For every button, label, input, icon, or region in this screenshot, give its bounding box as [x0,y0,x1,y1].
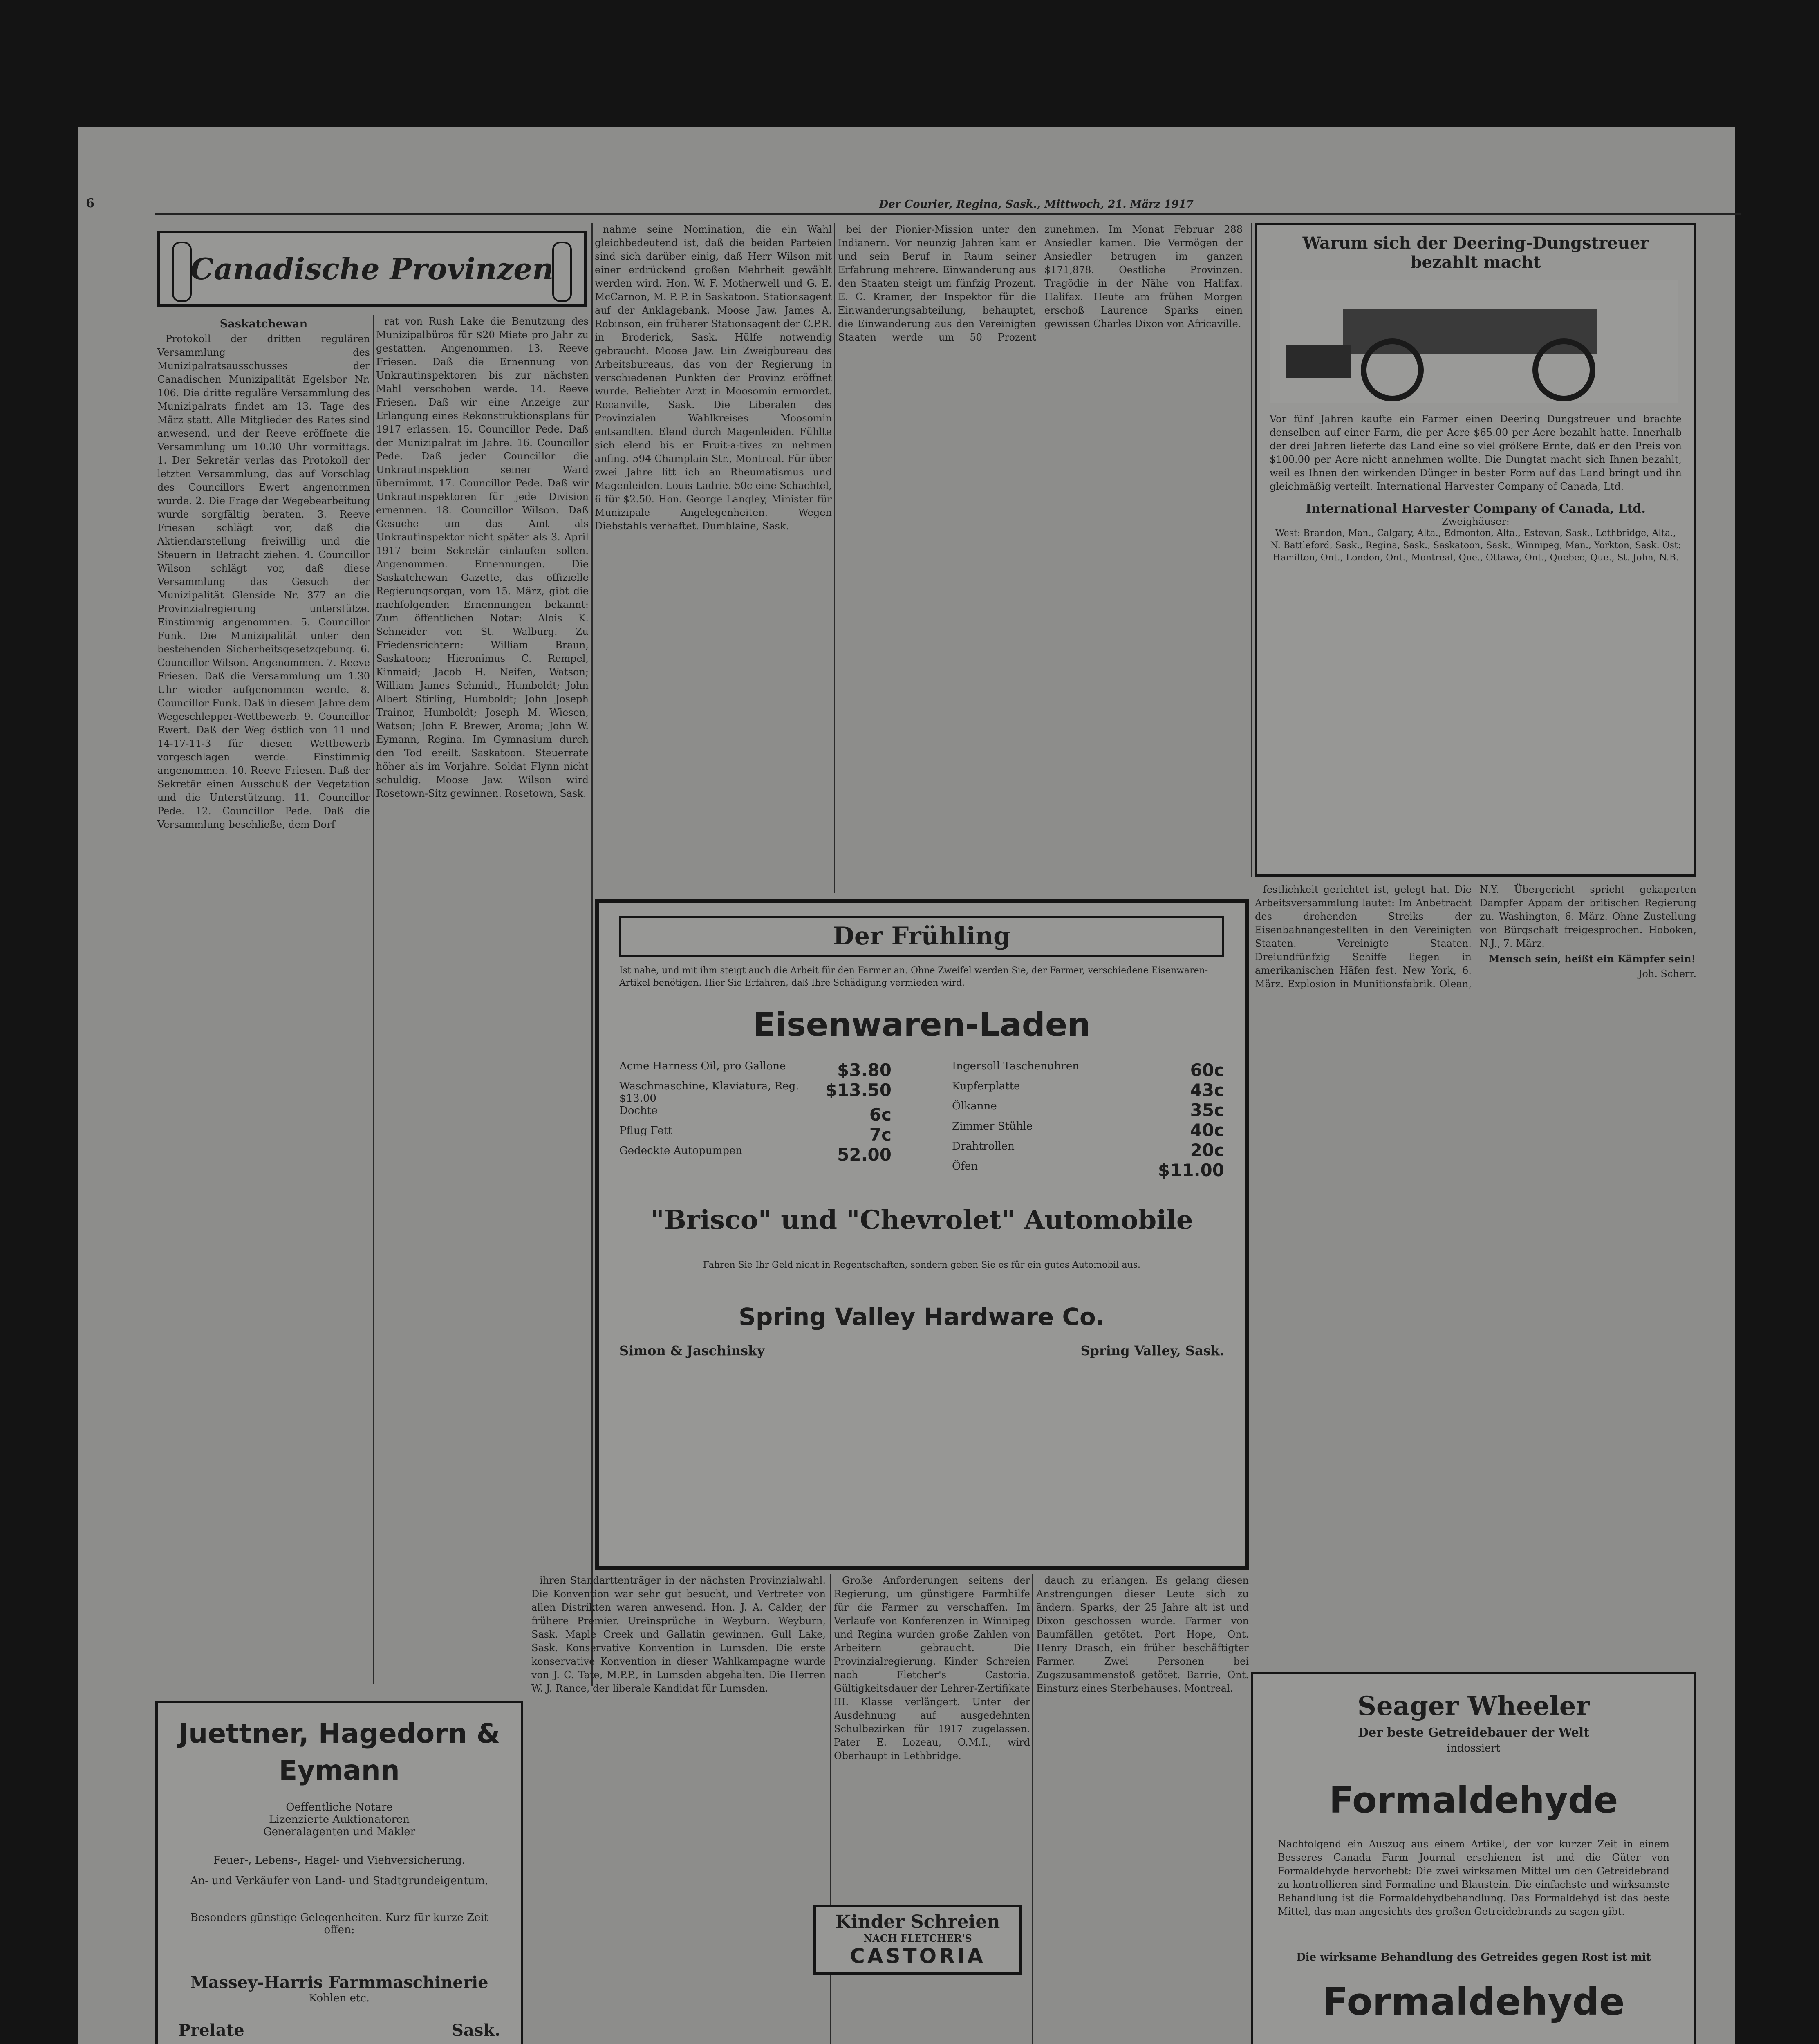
price-list-left [619,1060,892,1180]
item-label: Pflug Fett [619,1125,672,1137]
item-label: Dochte [619,1105,658,1117]
price-row [952,1140,1224,1160]
place-right: Sask. [452,2021,500,2040]
juettner-line: Feuer-, Lebens-, Hagel- und Viehversicherung. [213,1854,466,1867]
seager-line3: indossiert [1447,1742,1501,1755]
price-row [952,1100,1224,1120]
castoria-line2: NACH FLETCHER'S [863,1932,972,1944]
seager-body: Nachfolgend ein Auszug aus einem Artikel, der vor kurzer Zeit in einem Besseres Canada Farm Journal erschienen ist und die Güter von Formaldehyde hervorhebt: Die zwei wirksamen Mittel um den Getreidebrand zu kontrollieren sind Formaline und Blaustein. Die einfachste und wirksamste Behandlung ist die Formaldehydbehandlung. Das Formaldehyd ist das beste Mittel, das man angesichts des großen Getreidebrands zu sagen gibt. [1278,1838,1669,1917]
schemer-quote: Mensch sein, heißt ein Kämpfer sein! [1488,953,1696,965]
column-divider [834,223,835,893]
lower-column-3-text: ihren Standarttenträger in der nächsten Provinzialwahl. Die Konvention war sehr gut besucht, und Vertreter von allen Distrikten waren anwesend. Hon. J. A. Calder, der frühere Premier. Ureinsprüche in Weyburn. Weyburn, Sask. Maple Creek und Gallatin gewinnen. Gull Lake, Sask. Konservative Konvention in Lumsden. Die erste konservative Konvention in dieser Wahlkampagne wurde von J. C. Tate, M.P.P., in Lumsden abgehalten. Die Herren W. J. Rance, der liberale Kandidat für Lumsden. [531,1575,826,1694]
fruehling-store: Eisenwaren-Laden [753,1006,1091,1044]
column-divider [373,315,374,1684]
manure-spreader-illustration [1270,280,1678,403]
column-3-text: nahme seine Nomination, die ein Wahl gleichbedeutend ist, daß die beiden Parteien sind sich darüber einig, daß Herr Wilson mit einer erdrückend großen Mehrheit gewählt werden wird. Hon. W. F. Motherwell und G. E. McCarnon, M. P. P. in Saskatoon. Stationsagent auf der Anklagebank. Moose Jaw. James A. Robinson, ein früherer Stationsagent der C.P.R. in Broderick, Sask. Hülfe notwendig gebraucht. Moose Jaw. Ein Zweigbureau des Arbeitsbureaus, das von der Regierung in verschiedenen Punkten der Provinz eröffnet wurde. Beliebter Arzt in Moosomin ermordet. Rocanville, Sask. Die Liberalen des Provinzialen Wahlkreises Moosomin entsandten. Elend durch Magenleiden. Fühlte sich elend bis er Fruit-a-tives zu nehmen anfing. 594 Champlain Str., Montreal. Für über zwei Jahre litt ich an Rheumatismus und Magenleiden. Louis Ladrie. 50c eine Schachtel, 6 für $2.50. Hon. George Langley, Minister für Munizipale Angelegenheiten. Wegen Diebstahls verhaftet. Dumblaine, Sask. [595,224,832,532]
deering-company: International Harvester Company of Canada, Ltd. [1306,502,1646,516]
price-lists [619,1060,1224,1180]
item-label: Zimmer Stühle [952,1120,1033,1132]
juettner-places [178,2021,500,2040]
dateline: Der Courier, Regina, Sask., Mittwoch, 21. März 1917 [879,198,1194,211]
item-price: 6c [869,1105,892,1125]
item-price: 40c [1190,1120,1224,1140]
item-price: $13.50 [825,1080,892,1100]
column-6-text: festlichkeit gerichtet ist, gelegt hat. Die Arbeitsversammlung lautet: Im Anbetracht des drohenden Streiks der Eisenbahnangestellten in den Vereinigten Staaten. Vereinigte Staaten. Dreiundfünfzig Schiffe liegen in amerikanischen Häfen fest. New York, 6. März. Explosion in Munitionsfabrik. Olean, N.Y. Übergericht spricht gekaperten Dampfer Appam der britischen Regierung zu. Washington, 6. März. Ohne Zustellung von Bürgschaft freigesprochen. Hoboken, N.J., 7. März. [1255,884,1696,990]
column-2 [376,315,589,1684]
seager-product: Formaldehyde [1329,1779,1618,1821]
fruehling-headline-box [619,916,1224,957]
item-label: Gedeckte Autopumpen [619,1145,743,1157]
item-price: $3.80 [837,1060,892,1080]
juettner-line: Besonders günstige Gelegenheiten. Kurz für kurze Zeit offen: [190,1912,488,1936]
advert-seager [1251,1672,1696,2044]
masthead-rule [155,213,1741,215]
deering-branches: West: Brandon, Man., Calgary, Alta., Edmonton, Alta., Estevan, Sask., Lethbridge, Alta., N. Battleford, Sask., Regina, Sask., Saskatoon, Sask., Winnipeg, Man., Yorkton, Sask. Ost: Hamilton, Ont., London, Ont., Montreal, Que., Ottawa, Ont., Quebec, Que., St. John, N.B. [1270,528,1681,563]
price-row [619,1125,892,1145]
fruehling-store-name: Spring Valley Hardware Co. [739,1303,1105,1331]
lower-column-4-text: Große Anforderungen seitens der Regierung, um günstigere Farmhilfe für die Farmer zu verschaffen. Im Verlaufe von Konferenzen in Winnipeg und Regina wurden große Zahlen von Arbeitern gebraucht. Die Provinzialregierung. Kinder Schreien nach Fletcher's Castoria. Gültigkeitsdauer der Lehrer-Zertifikate III. Klasse verlängert. Unter der Ausdehnung auf ausgedehnten Schulbezirken für 1917 zugelassen. Pater E. Lozeau, O.M.I., wird Oberhaupt in Lethbridge. [834,1575,1030,1762]
price-row [619,1080,892,1105]
section-title: Canadische Provinzen [190,251,554,286]
column-4 [838,223,1243,893]
column-1 [157,315,370,1684]
subhead-saskatchewan: Saskatchewan [220,318,308,330]
juettner-line: Oeffentliche Notare [286,1801,393,1813]
price-row [952,1060,1224,1080]
castoria-line3: CASTORIA [850,1944,986,1968]
fruehling-autos-note: Fahren Sie Ihr Geld nicht in Regentschaften, sondern geben Sie es für ein gutes Automobil aus. [703,1260,1141,1270]
castoria-line1: Kinder Schreien [835,1912,1000,1932]
juettner-line: Generalagenten und Makler [263,1826,416,1838]
item-price: 60c [1190,1060,1224,1080]
fruehling-intro: Ist nahe, und mit ihm steigt auch die Arbeit für den Farmer an. Ohne Zweifel werden Sie, der Farmer, verschiedene Eisenwaren-Artikel benötigen. Hier Sie Erfahren, daß Ihre Schädigung vermieden wird. [619,966,1208,988]
item-label: Ölkanne [952,1100,997,1112]
deering-branches-label: Zweighäuser: [1442,516,1510,527]
item-label: Drahtrollen [952,1140,1015,1152]
column-1-text: Protokoll der dritten regulären Versammlung des Munizipalratsausschusses der Canadischen Munizipalität Egelsbor Nr. 106. Die dritte reguläre Versammlung des Munizipalrats findet am 13. Tage des März statt. Alle Mitglieder des Rates sind anwesend, und der Reeve eröffnete die Versammlung um 10.30 Uhr vormittags. 1. Der Sekretär verlas das Protokoll der letzten Versammlung, das auf Vorschlag des Councillors Ewert angenommen wurde. 2. Die Frage der Wegebearbeitung wurde sorgfältig beraten. 3. Reeve Friesen schlägt vor, daß die Aktiendarstellung freiwillig und die Steuern in Betracht ziehen. 4. Councillor Wilson schlägt vor, daß diese Versammlung das Gesuch der Munizipalität Glenside Nr. 377 an die Provinzialregierung unterstütze. Einstimmig angenommen. 5. Councillor Funk. Die Munizipalität unter den bestehenden Sicherheitsgesetzgebung. 6. Councillor Wilson. Angenommen. 7. Reeve Friesen. Daß die Versammlung um 1.30 Uhr wieder aufgenommen werde. 8. Councillor Funk. Daß in diesem Jahre dem Wegeschlepper-Wettbewerb. 9. Councillor Ewert. Daß der Weg östlich von 11 und 14-17-11-3 für diesen Wettbewerb vorgeschlagen werde. Einstimmig angenommen. 10. Reeve Friesen. Daß der Sekretär einen Ausschuß der Vegetation und die Unterstützung. 11. Councillor Pede. 12. Councillor Pede. Daß die Versammlung beschließe, dem Dorf [157,333,370,830]
fruehling-footer [619,1343,1224,1358]
item-price: 7c [869,1125,892,1145]
column-divider [1032,1574,1033,2044]
item-label: Acme Harness Oil, pro Gallone [619,1060,786,1072]
seager-line1: Seager Wheeler [1357,1691,1590,1721]
item-label: Kupferplatte [952,1080,1020,1092]
lower-column-5-text: dauch zu erlangen. Es gelang diesen Anstrengungen dieser Leute sich zu ändern. Sparks, der 25 Jahre alt ist und Dixon geschossen wurde. Farmer von Baumfällen getötet. Port Hope, Ont. Henry Drasch, ein früher beschäftigter Farmer. Zwei Personen bei Zugszusammenstoß getötet. Barrie, Ont. Einsturz eines Sterbehauses. Montreal. [1036,1575,1249,1694]
juettner-line: Kohlen etc. [309,1992,370,2004]
item-price: 35c [1190,1100,1224,1120]
column-divider [1251,223,1252,877]
page-number: 6 [86,196,94,211]
advert-fruehling [595,899,1249,1570]
column-3 [595,223,832,893]
fruehling-headline: Der Frühling [833,922,1011,950]
advert-castoria [813,1905,1022,1975]
seager-product-2: Formaldehyde [1322,1980,1625,2024]
ornament-left-icon [172,242,192,302]
price-row [619,1145,892,1165]
price-row [952,1120,1224,1140]
item-label: Öfen [952,1160,978,1172]
column-2-text: rat von Rush Lake die Benutzung des Munizipalbüros für $20 Miete pro Jahr zu gestatten. Angenommen. 13. Reeve Friesen. Daß die Ernennung von Unkrautinspektoren bis zur nächsten Mahl verschoben werde. 14. Reeve Friesen. Daß wir eine Anzeige zur Erlangung eines Rekonstruktionsplans für 1917 erlassen. 15. Councillor Pede. Daß der Munizipalrat im Jahre. 16. Councillor Pede. Daß jeder Councillor die Unkrautinspektion seiner Ward übernimmt. 17. Councillor Pede. Daß wir Unkrautinspektoren für jede Division ernennen. 18. Councillor Wilson. Daß Gesuche um das Amt als Unkrautinspektor nicht später als 3. April 1917 beim Sekretär einlaufen sollen. Angenommen. Ernennungen. Die Saskatchewan Gazette, das offizielle Regierungsorgan, vom 15. März, gibt die nachfolgenden Ernennungen bekannt: Zum öffentlichen Notar: Alois K. Schneider von St. Walburg. Zu Friedensrichtern: William Braun, Saskatoon; Hieronimus C. Rempel, Kinmaid; Jacob H. Neifen, Watson; William James Schmidt, Humboldt; John Albert Stirling, Humboldt; John Joseph Trainor, Humboldt; Joseph M. Wiesen, Watson; John F. Brewer, Aroma; John W. Eymann, Regina. Im Gymnasium durch den Tod ereilt. Saskatoon. Steuerrate höher als im Vorjahre. Soldat Flynn nicht schuldig. Moose Jaw. Wilson wird Rosetown-Sitz gewinnen. Rosetown, Sask. [376,316,589,799]
item-price: 43c [1190,1080,1224,1100]
schemer-author: Joh. Scherr. [1638,968,1696,979]
fruehling-location: Spring Valley, Sask. [1080,1343,1224,1358]
lower-column-3 [531,1574,826,2044]
juettner-line: Massey-Harris Farmmaschinerie [190,1973,488,1992]
price-row [619,1060,892,1080]
section-title-box [157,231,587,307]
column-4-text: bei der Pionier-Mission unter den Indianern. Vor neunzig Jahren kam er und sein Beruf in Raum seiner Erfahrung mehrere. Einwanderung aus den Staaten steigt um fünfzig Prozent. E. C. Kramer, der Inspektor für die Einwanderungsabteilung, behauptet, die Einwanderung aus den Vereinigten Staaten werde um 50 Prozent zunehmen. Im Monat Februar 288 Ansiedler kamen. Die Vermögen der Ansiedler betrugen im ganzen $171,878. Oestliche Provinzen. Tragödie in der Nähe von Halifax. Halifax. Heute am frühen Morgen erschoß Laurence Sparks einen gewissen Charles Dixon von Africaville. [838,224,1243,343]
price-row [952,1080,1224,1100]
price-row [619,1105,892,1125]
price-row [952,1160,1224,1180]
item-label: Ingersoll Taschenuhren [952,1060,1080,1072]
fruehling-autos: "Brisco" und "Chevrolet" Automobile [650,1205,1193,1235]
seager-tagline: Die wirksame Behandlung des Getreides gegen Rost ist mit [1296,1951,1651,1963]
column-divider [591,223,593,1686]
juettner-line: Lizenzierte Auktionatoren [269,1813,410,1826]
seager-line2: Der beste Getreidebauer der Welt [1358,1726,1590,1740]
item-price: 20c [1190,1140,1224,1160]
fruehling-owners: Simon & Jaschinsky [619,1343,765,1358]
price-list-right [952,1060,1224,1180]
place-left: Prelate [178,2021,244,2040]
item-price: 52.00 [837,1145,892,1165]
deering-body: Vor fünf Jahren kaufte ein Farmer einen Deering Dungstreuer und brachte denselben auf einer Farm, die per Acre $65.00 per Acre bezahlt hatte. Innerhalb der drei Jahren lieferte das Land eine so viel größere Ernte, daß er den Preis von $100.00 per Acre nicht annehmen wollte. Die Dungtat macht sich Ihnen bezahlt, weil es Ihnen den wirkenden Dünger in bester Form auf das Land bringt und ihn gleichmäßig verteilt. International Harvester Company of Canada, Ltd. [1270,413,1682,492]
ornament-right-icon [552,242,572,302]
lower-column-5 [1036,1574,1249,2044]
juettner-line: An- und Verkäufer von Land- und Stadtgrundeigentum. [190,1875,488,1887]
juettner-name: Juettner, Hagedorn & Eymann [178,1718,500,1786]
advert-deering [1255,223,1696,877]
advert-juettner [155,1701,523,2044]
item-label: Waschmaschine, Klaviatura, Reg. $13.00 [619,1080,799,1105]
column-6 [1255,883,1696,1578]
item-price: $11.00 [1158,1160,1224,1180]
deering-headline: Warum sich der Deering-Dungstreuer bezahlt macht [1302,233,1649,272]
masthead [86,186,1733,211]
